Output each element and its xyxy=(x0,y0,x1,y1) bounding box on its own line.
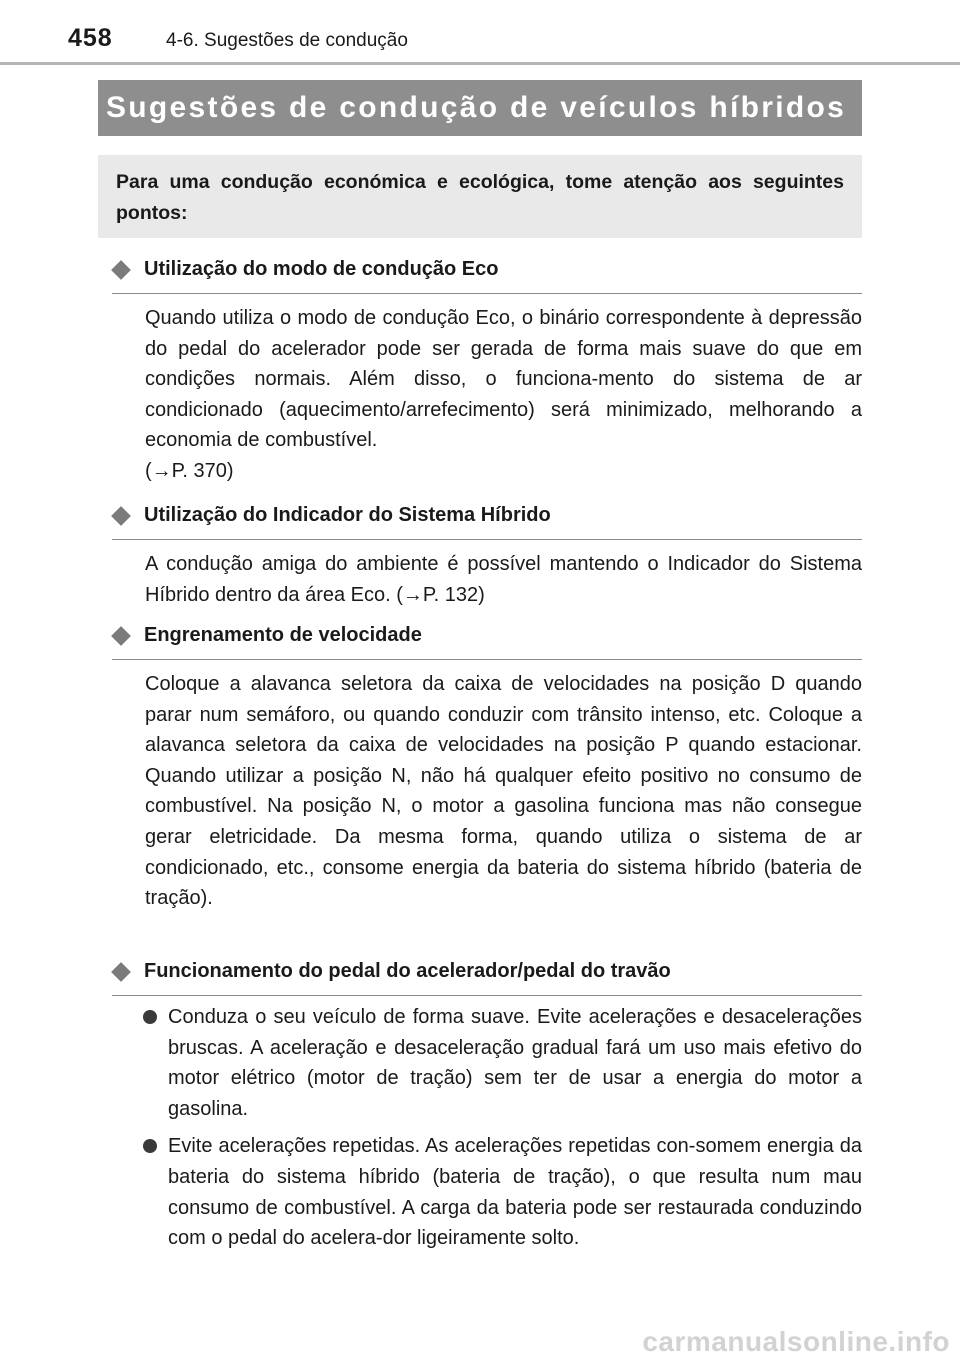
diamond-bullet-icon xyxy=(111,260,131,280)
section-title: Engrenamento de velocidade xyxy=(144,624,422,646)
page-title: Sugestões de condução de veículos híbridos xyxy=(98,80,862,136)
section-eco-mode xyxy=(112,256,862,487)
section-pedal-operation xyxy=(112,958,862,1261)
section-body xyxy=(145,303,862,487)
diamond-bullet-icon xyxy=(111,962,131,982)
round-bullet-icon xyxy=(143,1010,157,1024)
body-paragraph: Quando utiliza o modo de condução Eco, o binário correspondente à depressão do pedal do acelerador pode ser gerada de forma mais suave do que em condições normais. Além disso, o funciona-mento do sistema de ar condicionado (aquecimento/arrefecimento) será minimizado, melhorando a economia de combustível. xyxy=(145,307,862,452)
section-heading xyxy=(112,958,862,996)
section-hybrid-indicator xyxy=(112,502,862,610)
section-heading xyxy=(112,256,862,294)
body-paragraph: A condução amiga do ambiente é possível mantendo o Indicador do Sistema Híbrido dentro da área Eco. (→P. 132) xyxy=(145,553,862,606)
diamond-bullet-icon xyxy=(111,626,131,646)
list-item-text: Conduza o seu veículo de forma suave. Evite acelerações e desacelerações bruscas. A aceleração e desaceleração gradual fará um uso mais efetivo do motor elétrico (motor de tração) sem ter de usar a energia do motor a gasolina. xyxy=(168,1006,862,1120)
section-gear-shift xyxy=(112,622,862,914)
body-paragraph: Coloque a alavanca seletora da caixa de velocidades na posição D quando parar num semáforo, ou quando conduzir com trânsito intenso, etc. Coloque a alavanca seletora da caixa de velocidades na posição P quando estacionar. Quando utilizar a posição N, não há qualquer efeito positivo no consumo de combustível. Na posição N, o motor a gasolina funciona mas não consegue gerar eletricidade. Da mesma forma, quando utiliza o sistema de ar condicionado, etc., consome energia da bateria do sistema híbrido (bateria de tração). xyxy=(145,673,862,910)
section-body xyxy=(145,669,862,914)
list-item-text: Evite acelerações repetidas. As acelerações repetidas con-somem energia da bateria do sistema híbrido (bateria de tração), o que resulta num mau consumo de combustível. A carga da bateria pode ser restaurada conduzindo com o pedal do acelera-dor ligeiramente solto. xyxy=(168,1135,862,1250)
bullet-list xyxy=(112,1002,862,1254)
round-bullet-icon xyxy=(143,1139,157,1153)
header-rule xyxy=(0,62,960,65)
watermark: carmanualsonline.info xyxy=(642,1326,950,1357)
list-item xyxy=(112,1131,862,1253)
section-body xyxy=(145,549,862,610)
section-title: Funcionamento do pedal do acelerador/pedal do travão xyxy=(144,960,671,982)
page-number: 458 xyxy=(68,24,113,52)
page-reference: (→P. 370) xyxy=(145,459,234,482)
list-item xyxy=(112,1002,862,1124)
section-title: Utilização do Indicador do Sistema Híbrido xyxy=(144,504,551,526)
section-title: Utilização do modo de condução Eco xyxy=(144,258,499,280)
intro-box: Para uma condução económica e ecológica, tome atenção aos seguintes pontos: xyxy=(98,155,862,238)
section-heading xyxy=(112,502,862,540)
diamond-bullet-icon xyxy=(111,506,131,526)
running-head: 4-6. Sugestões de condução xyxy=(166,30,408,51)
section-heading xyxy=(112,622,862,660)
